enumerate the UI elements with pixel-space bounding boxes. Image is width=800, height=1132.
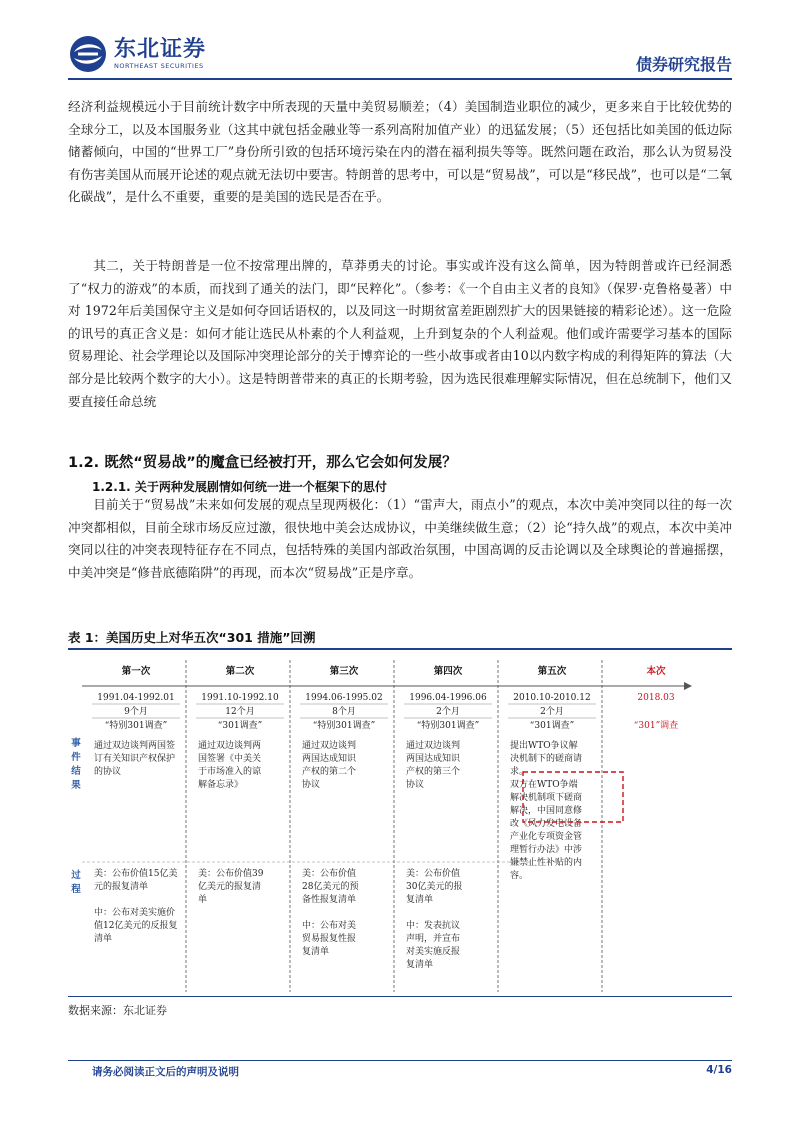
- timeline-column-2: [196, 660, 290, 992]
- result-line: 解决，中国同意修: [510, 806, 583, 816]
- timeline-column-3: [300, 660, 394, 992]
- side-label-process: 过: [71, 870, 81, 881]
- footer-disclaimer: 请务必阅读正文后的声明及说明: [92, 1066, 239, 1078]
- result-line: 决机制下的磋商请: [510, 754, 583, 764]
- column-type: “特别301调查”: [312, 721, 376, 731]
- process-line: 亿美元的报复清: [198, 882, 262, 892]
- process-line: 美：公布价值39: [198, 869, 264, 879]
- column-period: 2018.03: [637, 693, 675, 703]
- side-label-result: 结: [71, 766, 81, 777]
- side-label-result: 事: [71, 738, 81, 749]
- result-line: 通过双边谈判: [302, 741, 357, 751]
- column-duration: 2个月: [540, 707, 564, 717]
- section-body-block: [68, 494, 732, 584]
- timeline-column-4: [404, 660, 498, 992]
- column-duration: 8个月: [332, 707, 356, 717]
- column-name: 第三次: [329, 666, 359, 677]
- result-line: 理暂行办法》中涉: [510, 845, 583, 855]
- result-line: 容。: [510, 871, 529, 881]
- paragraph-1: 经济利益规模远小于目前统计数字中所表现的天量中美贸易顺差；（4）美国制造业职位的减少，更多来自于比较优势的全球分工，以及本国服务业（这其中就包括金融业等一系列高附加值产业）的迅猛发展；（5）还包括比如美国的低边际储蓄倾向，中国的“世界工厂”身份所引致的包括环境污染在内的潜在福利损失等等。既然问题在政治，那么认为贸易没有伤害美国从而展开论述的观点就无法切中要害。特朗普的思考中，可以是“贸易战”，可以是“移民战”，也可以是“二氧化碳战”，是什么不重要，重要的是美国的选民是否在乎。: [68, 99, 732, 205]
- process-line: 贸易报复性报: [302, 934, 357, 944]
- result-line: 解备忘录》: [198, 780, 244, 790]
- footer-divider: [68, 1060, 732, 1061]
- process-line: 美：公布价值: [406, 869, 461, 879]
- table-top-rule: [68, 648, 732, 650]
- section-heading: 1.2. 既然“贸易战”的魔盒已经被打开，那么它会如何发展？: [68, 455, 457, 471]
- result-line: 产权的第三个: [406, 767, 461, 777]
- paragraph-2: 其二，关于特朗普是一位不按常理出牌的，草莽勇夫的讨论。事实或许没有这么简单，因为特朗普或许已经洞悉了“权力的游戏”的本质，而找到了通关的法门，即“民粹化”。（参考：《一个自由主义者的良知》（保罗·克鲁格曼著）中对 1972年后美国保守主义是如何夺回话语权的，以及同这一时期贫富差距剧烈扩大的因果链接的精彩论述）。这一危险的讯号的真正含义是：如何才能让选民从朴素的个人利益观，上升到复杂的个人利益观。他们或许需要学习基本的国际贸易理论、社会学理论以及国际冲突理论部分的关于博弈论的一些小故事或者由10以内数字构成的利得矩阵的算法（大部分是比较两个数字的大小）。这是特朗普带来的真正的长期考验，因为选民很难理解实际情况，但在总统制下，他们又要直接任命总统: [68, 258, 732, 409]
- table-title: 表 1：美国历史上对华五次“301 措施”回溯: [68, 630, 316, 645]
- process-line: 复清单: [302, 947, 330, 957]
- report-type: 债券研究报告: [635, 55, 732, 74]
- page-number: 4/16: [706, 1064, 732, 1076]
- timeline-columns: [82, 660, 678, 992]
- process-line: 30亿美元的报: [406, 882, 463, 892]
- result-line: 改《风力发电设备: [510, 819, 583, 829]
- column-name: 第一次: [121, 666, 151, 677]
- timeline-arrow-icon: [684, 682, 692, 690]
- result-line: 国签署《中美关: [198, 754, 262, 764]
- column-name: 第四次: [433, 666, 463, 677]
- process-line: 中：发表抗议: [406, 921, 461, 931]
- section-301-timeline-figure: [68, 652, 732, 994]
- process-line: 声明，并宣布: [406, 934, 461, 944]
- result-line: 协议: [406, 780, 425, 790]
- process-line: 28亿美元的预: [302, 882, 359, 892]
- side-label-process: 程: [71, 884, 81, 895]
- process-line: 复清单: [406, 960, 434, 970]
- column-name: 本次: [646, 666, 666, 677]
- result-line: 双方在WTO争端: [510, 780, 578, 790]
- process-line: 美：公布价值: [302, 869, 357, 879]
- result-line: 提出WTO争议解: [510, 741, 578, 751]
- process-line: 值12亿美元的反报复: [94, 921, 178, 931]
- column-name: 第二次: [225, 666, 255, 677]
- column-duration: 12个月: [225, 707, 255, 717]
- process-line: 单: [198, 895, 208, 905]
- data-source: 数据来源：东北证券: [68, 1004, 167, 1017]
- process-line: 复清单: [406, 895, 434, 905]
- process-line: 备性报复清单: [302, 895, 357, 905]
- column-period: 1996.04-1996.06: [409, 693, 487, 703]
- result-line: 订有关知识产权保护: [94, 754, 176, 764]
- result-line: 嫌禁止性补贴的内: [510, 858, 583, 868]
- paragraph-2-block: [68, 255, 732, 413]
- process-line: 对美实施反报: [406, 947, 461, 957]
- logo-english-name: NORTHEAST SECURITIES: [114, 62, 204, 70]
- logo-chinese-name: 东北证券: [114, 37, 207, 62]
- column-period: 1991.04-1992.01: [97, 693, 175, 703]
- timeline-column-5: [508, 660, 602, 992]
- column-duration: 2个月: [436, 707, 460, 717]
- result-line: 通过双边谈判两国签: [94, 741, 176, 751]
- side-labels: [70, 737, 81, 895]
- process-line: 美：公布价值15亿美: [94, 869, 178, 879]
- side-label-result: 件: [71, 752, 81, 763]
- result-line: 两国达成知识: [406, 754, 461, 764]
- column-type: “301调查”: [529, 721, 575, 731]
- result-line: 产权的第二个: [302, 767, 357, 777]
- table-bottom-rule: [68, 996, 732, 997]
- logo-icon: [68, 34, 108, 74]
- column-type: “301调查”: [217, 721, 263, 731]
- column-type: “特别301调查”: [104, 721, 168, 731]
- process-line: 清单: [94, 934, 113, 944]
- process-line: 中：公布对美实施价: [94, 908, 176, 918]
- timeline-column-1: [92, 660, 186, 992]
- header-divider: [68, 78, 732, 80]
- column-name: 第五次: [537, 666, 567, 677]
- section-paragraph: 目前关于“贸易战”未来如何发展的观点呈现两极化：（1）“雷声大，雨点小”的观点，本次中美冲突同以往的每一次冲突都相似，目前全球市场反应过激，很快地中美会达成协议，中美继续做生意；（2）论“持久战”的观点，本次中美冲突同以往的冲突表现特征存在不同点，包括特殊的美国内部政治氛围，中国高调的反击论调以及全球舆论的普遍摇摆，中美冲突是“修昔底德陷阱”的再现，而本次“贸易战”正是序章。: [68, 497, 732, 580]
- result-line: 产业化专项资金管: [510, 832, 583, 842]
- result-line: 的协议: [94, 767, 122, 777]
- column-period: 2010.10-2010.12: [513, 693, 591, 703]
- result-line: 解决机制项下磋商: [510, 793, 583, 803]
- result-line: 通过双边谈判两: [198, 741, 262, 751]
- subsection-heading: 1.2.1. 关于两种发展剧情如何统一进一个框架下的思付: [92, 480, 387, 494]
- result-line: 于市场准入的谅: [198, 767, 262, 777]
- column-period: 1994.06-1995.02: [305, 693, 383, 703]
- column-duration: 9个月: [124, 707, 148, 717]
- company-logo: [68, 34, 206, 74]
- process-line: 中：公布对美: [302, 921, 357, 931]
- result-line: 两国达成知识: [302, 754, 357, 764]
- result-line: 协议: [302, 780, 321, 790]
- timeline-column-6: [634, 665, 678, 731]
- page-header: [68, 34, 732, 76]
- result-line: 求。: [510, 767, 529, 777]
- result-line: 通过双边谈判: [406, 741, 461, 751]
- paragraph-1-block: [68, 96, 732, 209]
- column-period: 1991.10-1992.10: [201, 693, 279, 703]
- process-line: 元的报复清单: [94, 882, 149, 892]
- column-type: “301”调查: [633, 721, 679, 731]
- side-label-result: 果: [71, 780, 81, 791]
- column-type: “特别301调查”: [416, 721, 480, 731]
